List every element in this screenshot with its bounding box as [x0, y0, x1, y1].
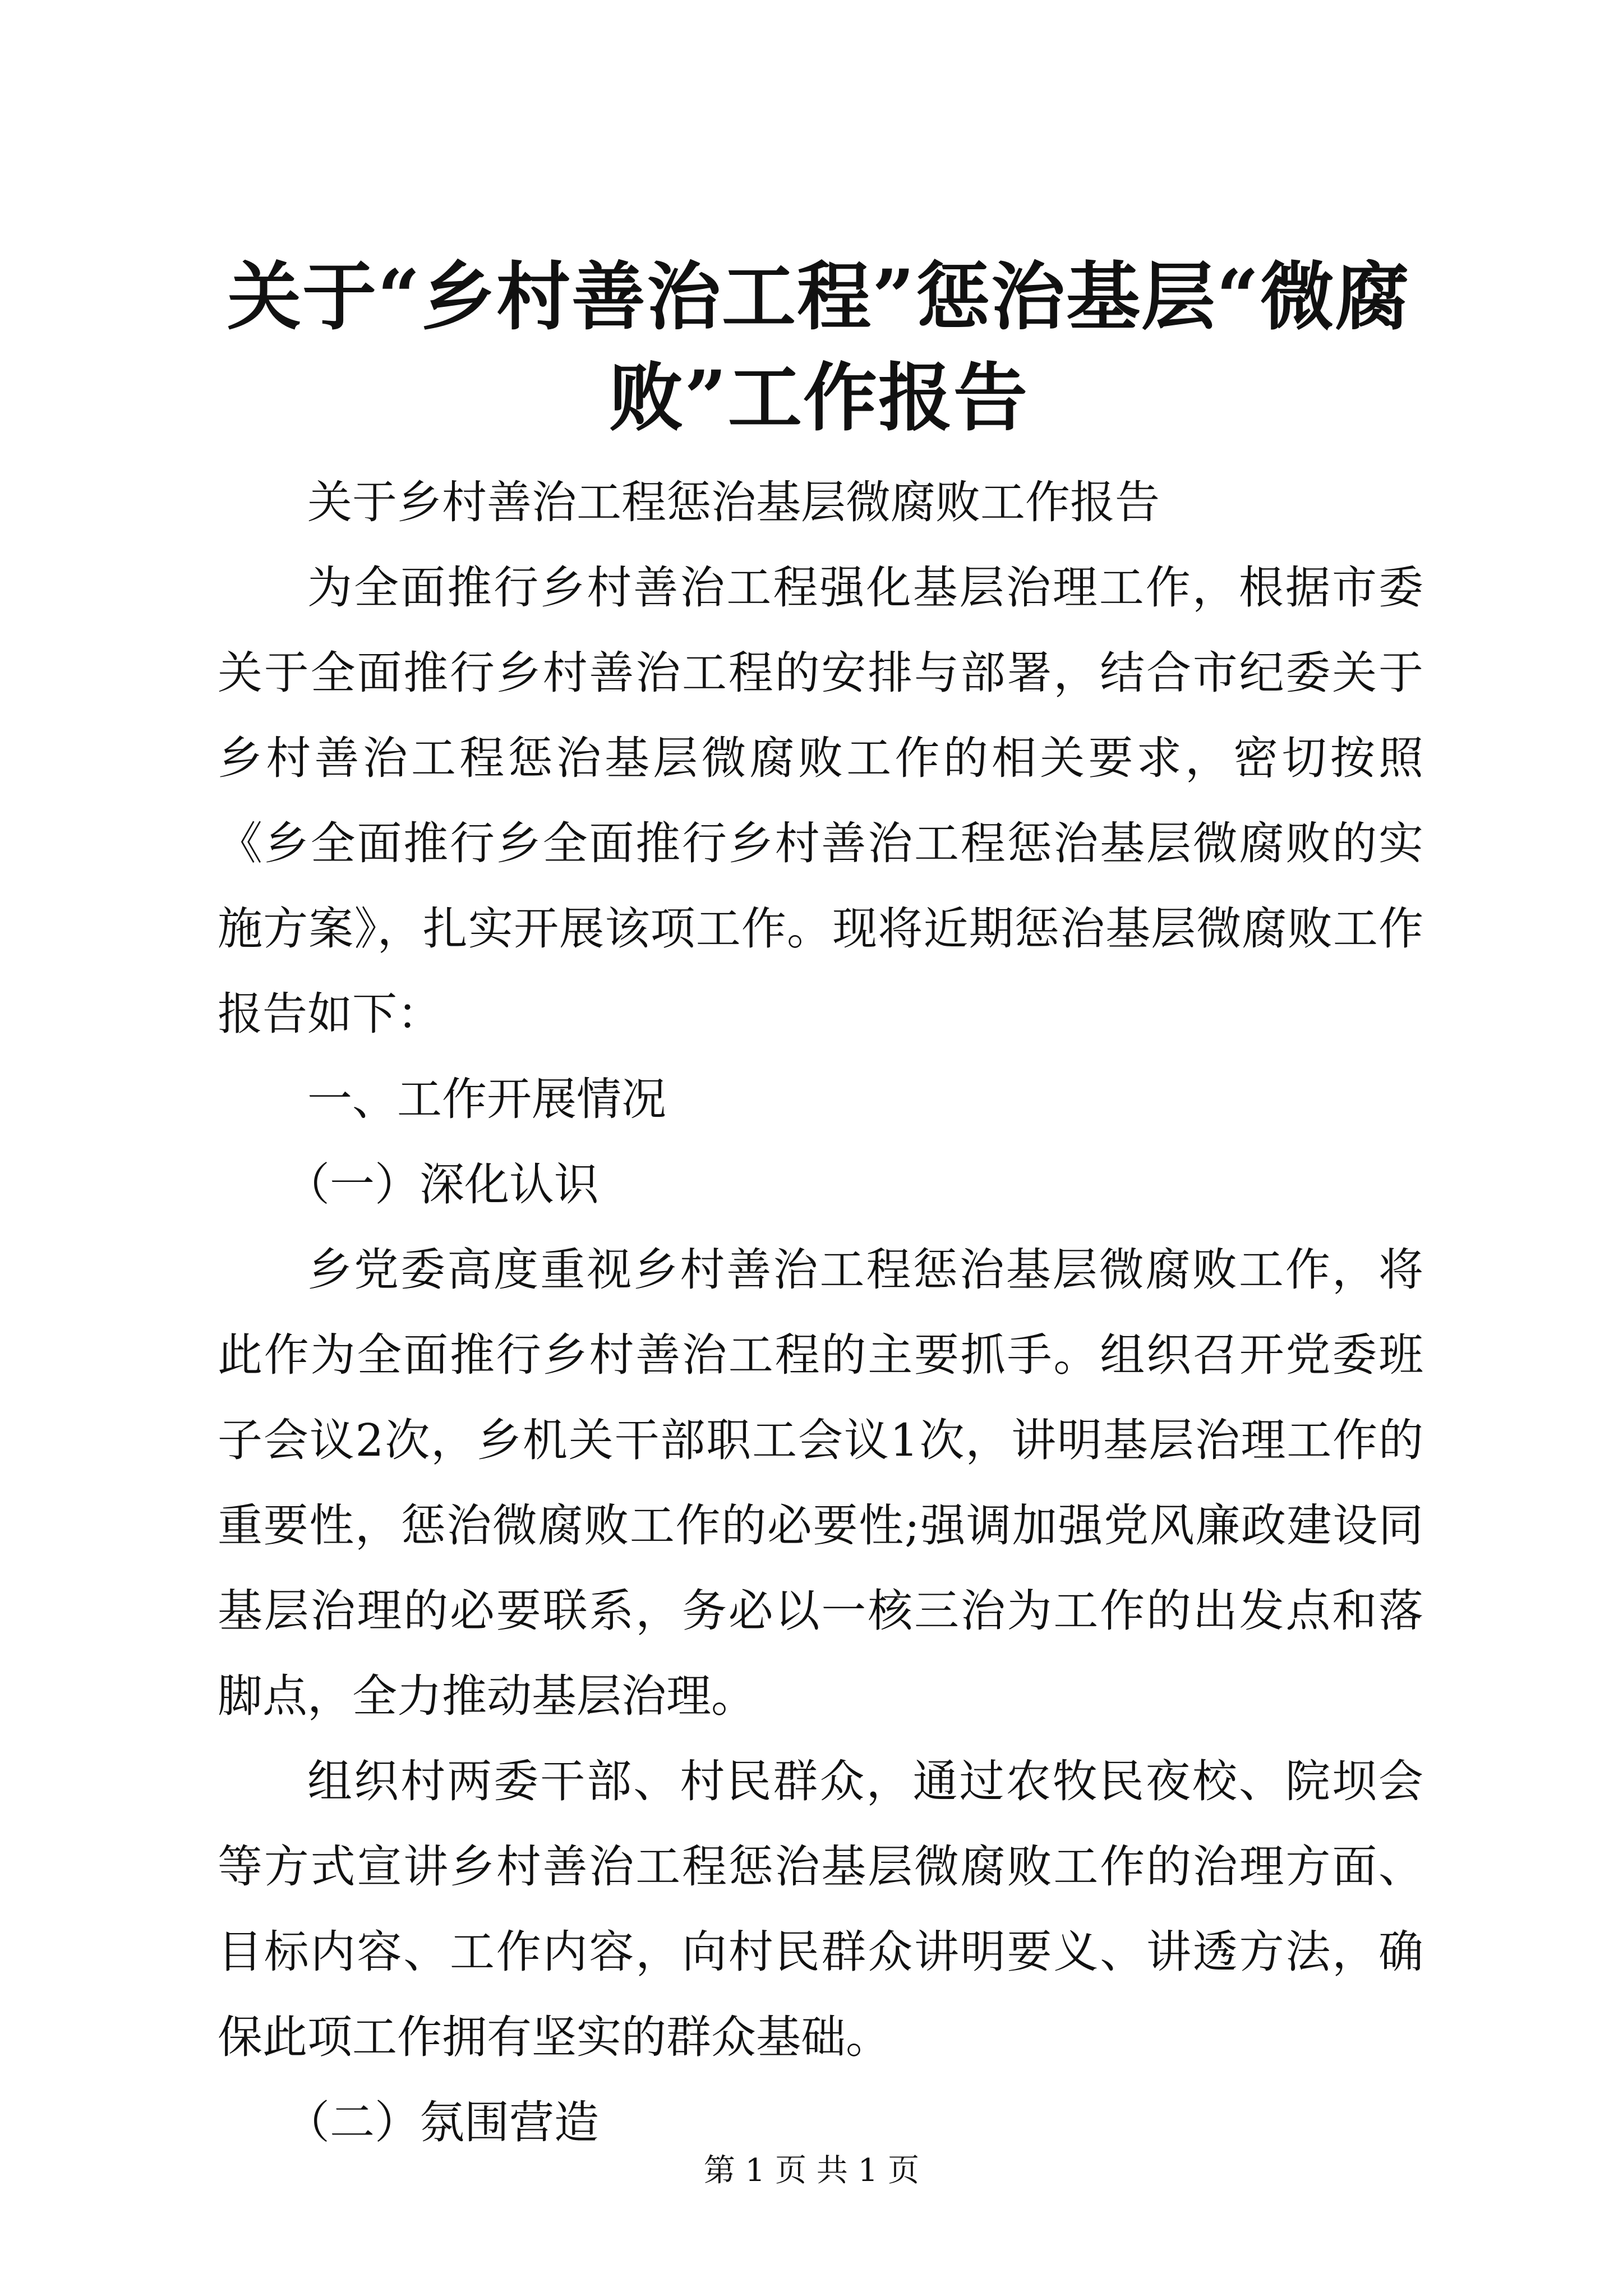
document-body — [218, 460, 1423, 2165]
document-title: 关于“乡村善治工程”惩治基层“微腐败”工作报告 — [227, 254, 1410, 441]
paragraph: 关于乡村善治工程惩治基层微腐败工作报告 — [307, 476, 1160, 528]
section-heading: 一、工作开展情况 — [307, 1073, 666, 1125]
page-footer: 第 1 页 共 1 页 — [703, 2152, 920, 2189]
paragraph: 乡党委高度重视乡村善治工程惩治基层微腐败工作，将此作为全面推行乡村善治工程的主要抓手。组织召开党委班子会议2次，乡机关干部职工会议1次，讲明基层治理工作的重要性，惩治微腐败工作的必要性;强调加强党风廉政建设同基层治理的必要联系，务必以一核三治为工作的出发点和落脚点，全力推动基层治理。 — [218, 1244, 1423, 1722]
subsection-heading: （二）氛围营造 — [285, 2096, 599, 2148]
subsection-heading: （一）深化认识 — [285, 1158, 599, 1211]
paragraph: 组织村两委干部、村民群众，通过农牧民夜校、院坝会等方式宣讲乡村善治工程惩治基层微腐败工作的治理方面、目标内容、工作内容，向村民群众讲明要义、讲透方法，确保此项工作拥有坚实的群众基础。 — [218, 1755, 1423, 2063]
paragraph: 为全面推行乡村善治工程强化基层治理工作，根据市委关于全面推行乡村善治工程的安排与部署，结合市纪委关于乡村善治工程惩治基层微腐败工作的相关要求，密切按照《乡全面推行乡全面推行乡村善治工程惩治基层微腐败的实施方案》，扎实开展该项工作。现将近期惩治基层微腐败工作报告如下： — [218, 562, 1423, 1040]
